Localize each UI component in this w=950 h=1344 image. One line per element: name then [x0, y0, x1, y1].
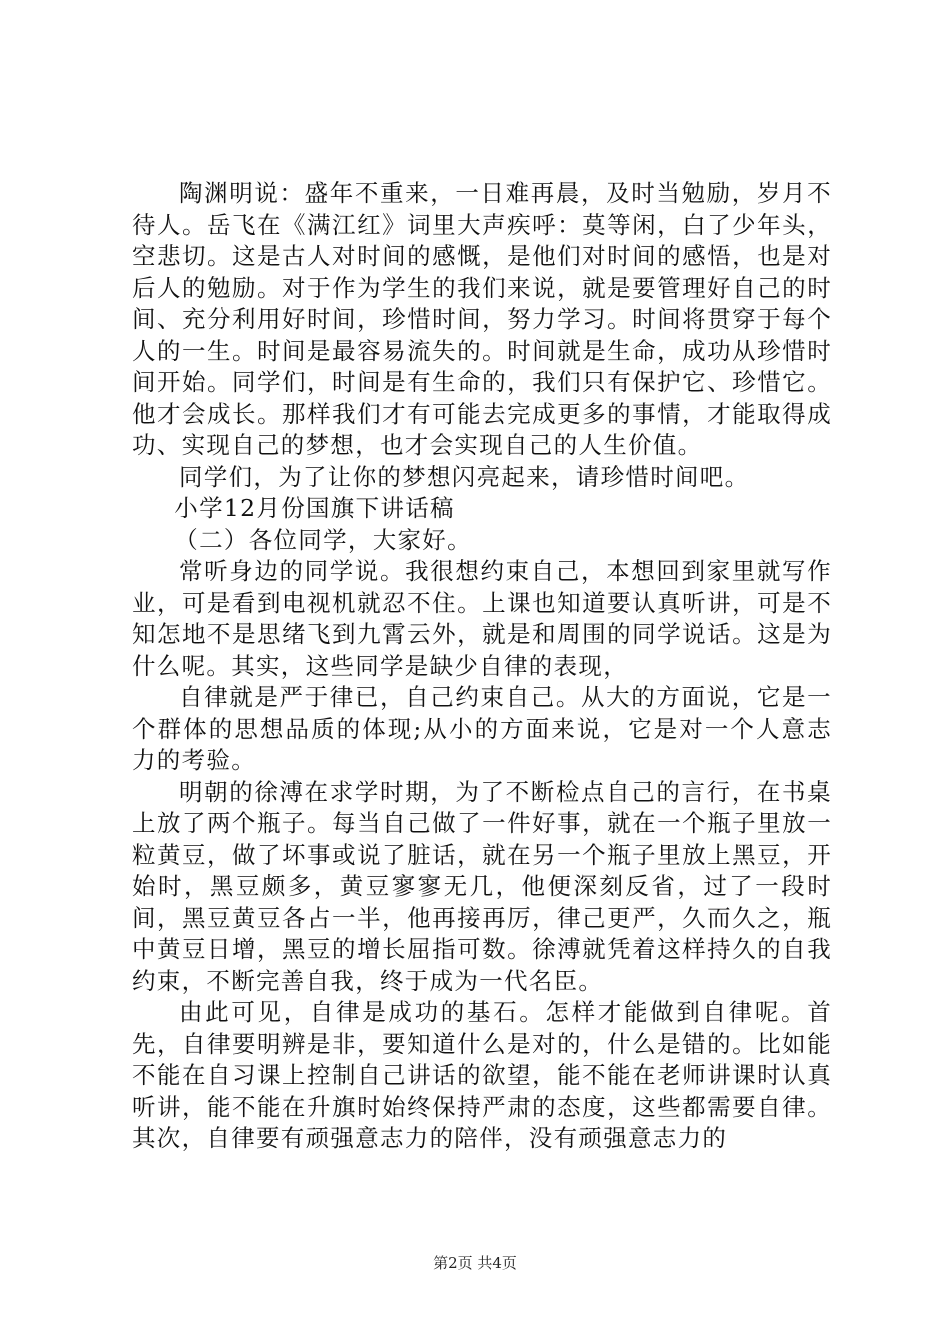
page-footer: 第2页 共4页 [433, 1254, 517, 1272]
speech-greeting: （二）各位同学，大家好。 [174, 525, 472, 554]
paragraph: 同学们，为了让你的梦想闪亮起来，请珍惜时间吧。 [179, 462, 750, 491]
paragraph: 陶渊明说：盛年不重来，一日难再晨，及时当勉励，岁月不待人。岳飞在《满江红》词里大声疾呼：莫等闲，白了少年头，空悲切。这是古人对时间的感慨，是他们对时间的感悟，也是对后人的勉励。对于作为学生的我们来说，就是要管理好自己的时间、充分利用好时间，珍惜时间，努力学习。时间将贯穿于每个人的一生。时间是最容易流失的。时间就是生命，成功从珍惜时间开始。同学们，时间是有生命的，我们只有保护它、珍惜它。他才会成长。那样我们才有可能去完成更多的事情，才能取得成功、实现自己的梦想，也才会实现自己的人生价值。 [132, 179, 832, 459]
paragraph: 明朝的徐溥在求学时期，为了不断检点自己的言行，在书桌上放了两个瓶子。每当自己做了一件好事，就在一个瓶子里放一粒黄豆，做了坏事或说了脏话，就在另一个瓶子里放上黑豆，开始时，黑豆颇多，黄豆寥寥无几，他便深刻反省，过了一段时间，黑豆黄豆各占一半，他再接再厉，律己更严，久而久之，瓶中黄豆日增，黑豆的增长屈指可数。徐溥就凭着这样持久的自我约束，不断完善自我，终于成为一代名臣。 [132, 777, 832, 995]
paragraph: 常听身边的同学说。我很想约束自己，本想回到家里就写作业，可是看到电视机就忍不住。上课也知道要认真听讲，可是不知怎地不是思绪飞到九霄云外，就是和周围的同学说话。这是为什么呢。其实，这些同学是缺少自律的表现， [132, 557, 832, 680]
paragraph: 自律就是严于律已，自己约束自己。从大的方面说，它是一个群体的思想品质的体现;从小的方面来说，它是对一个人意志力的考验。 [132, 683, 832, 774]
paragraph: 由此可见，自律是成功的基石。怎样才能做到自律呢。首先，自律要明辨是非，要知道什么是对的，什么是错的。比如能不能在自习课上控制自己讲话的欲望，能不能在老师讲课时认真听讲，能不能在升旗时始终保持严肃的态度，这些都需要自律。其次，自律要有顽强意志力的陪伴，没有顽强意志力的 [132, 998, 832, 1152]
speech-title: 小学12月份国旗下讲话稿 [174, 494, 455, 522]
document-body [132, 178, 832, 1155]
